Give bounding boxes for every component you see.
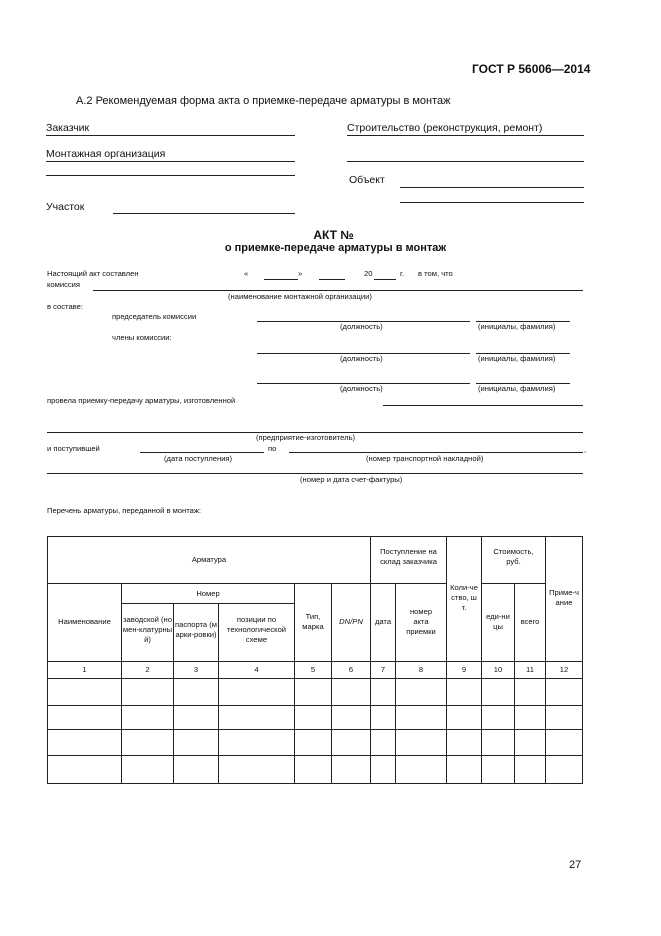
members-text: члены комиссии:	[112, 333, 172, 342]
col-num-8: 8	[418, 665, 424, 674]
installer-label: Монтажная организация	[46, 148, 166, 160]
section-title: А.2 Рекомендуемая форма акта о приемке-передаче арматуры в монтаж	[76, 95, 451, 107]
col-num-2: 2	[145, 665, 150, 674]
th-type: Тип, марка	[302, 612, 324, 631]
th-name: Наименование	[58, 617, 111, 626]
th-dnpn: DN/PN	[339, 617, 363, 626]
commission-text: комиссия	[47, 280, 81, 289]
construction-label: Строительство (реконструкция, ремонт)	[347, 122, 543, 134]
customer-label: Заказчик	[46, 122, 90, 134]
composed-text: Настоящий акт составлен	[47, 269, 139, 278]
year-suffix: г.	[400, 269, 404, 278]
list-caption: Перечень арматуры, переданной в монтаж:	[47, 506, 202, 515]
th-unit: еди-ницы	[486, 612, 510, 631]
comma-text: ,	[584, 445, 587, 454]
quote-open: «	[244, 269, 249, 278]
initials-caption-1: (инициалы, фамилия)	[478, 322, 556, 331]
col-num-7: 7	[380, 665, 386, 674]
table-row[interactable]	[48, 679, 582, 705]
site-label: Участок	[46, 201, 85, 213]
waybill-caption: (номер транспортной накладной)	[366, 454, 484, 463]
composition-text: в составе:	[47, 302, 83, 311]
table-row[interactable]	[48, 706, 582, 729]
position-caption-3: (должность)	[340, 384, 383, 393]
act-title: АКТ №	[313, 228, 354, 242]
th-position: позиции по технологической схеме	[226, 615, 287, 644]
year-prefix: 20	[364, 269, 373, 278]
col-num-1: 1	[82, 665, 87, 674]
th-date: дата	[374, 617, 392, 626]
position-caption-1: (должность)	[340, 322, 383, 331]
chairman-text: председатель комиссии	[112, 312, 197, 321]
col-num-10: 10	[493, 665, 503, 674]
col-num-9: 9	[461, 665, 467, 674]
position-caption-2: (должность)	[340, 354, 383, 363]
accepted-text: провела приемку-передачу арматуры, изготовленной	[47, 396, 236, 405]
object-label: Объект	[349, 174, 385, 186]
standard-code: ГОСТ Р 56006—2014	[472, 62, 591, 76]
th-number: Номер	[196, 588, 220, 598]
table-row[interactable]	[48, 730, 582, 755]
col-num-4: 4	[254, 665, 259, 674]
col-num-12: 12	[559, 665, 569, 674]
installer-caption: (наименование монтажной организации)	[228, 292, 372, 301]
manufacturer-caption: (предприятие-изготовитель)	[256, 433, 356, 442]
table-row[interactable]	[48, 756, 582, 783]
col-num-11: 11	[526, 665, 534, 674]
quote-close: »	[298, 269, 303, 278]
col-num-6: 6	[348, 665, 354, 674]
initials-caption-2: (инициалы, фамилия)	[478, 354, 556, 363]
th-factory: заводской (номен-клатурный)	[122, 615, 173, 644]
th-accept-num: номер акта приемки	[406, 607, 436, 636]
invoice-caption: (номер и дата счет-фактуры)	[300, 475, 403, 484]
col-num-5: 5	[310, 665, 316, 674]
by-text: по	[268, 444, 277, 453]
in-that-text: в том, что	[418, 269, 453, 278]
th-note: Приме-чание	[549, 588, 579, 607]
th-cost: Стоимость, руб.	[493, 547, 534, 566]
page-number: 27	[569, 859, 582, 871]
initials-caption-3: (инициалы, фамилия)	[478, 384, 556, 393]
th-receipt: Поступление на склад заказчика	[380, 547, 437, 566]
act-subtitle: о приемке-передаче арматуры в монтаж	[224, 242, 447, 254]
th-armature: Арматура	[191, 555, 227, 564]
arrival-date-caption: (дата поступления)	[164, 454, 233, 463]
th-quantity: Коли-чество, шт.	[450, 583, 478, 612]
col-num-3: 3	[193, 665, 199, 674]
th-passport: паспорта (марки-ровки)	[175, 620, 217, 639]
th-total: всего	[520, 617, 540, 626]
received-text: и поступившей	[47, 444, 100, 453]
